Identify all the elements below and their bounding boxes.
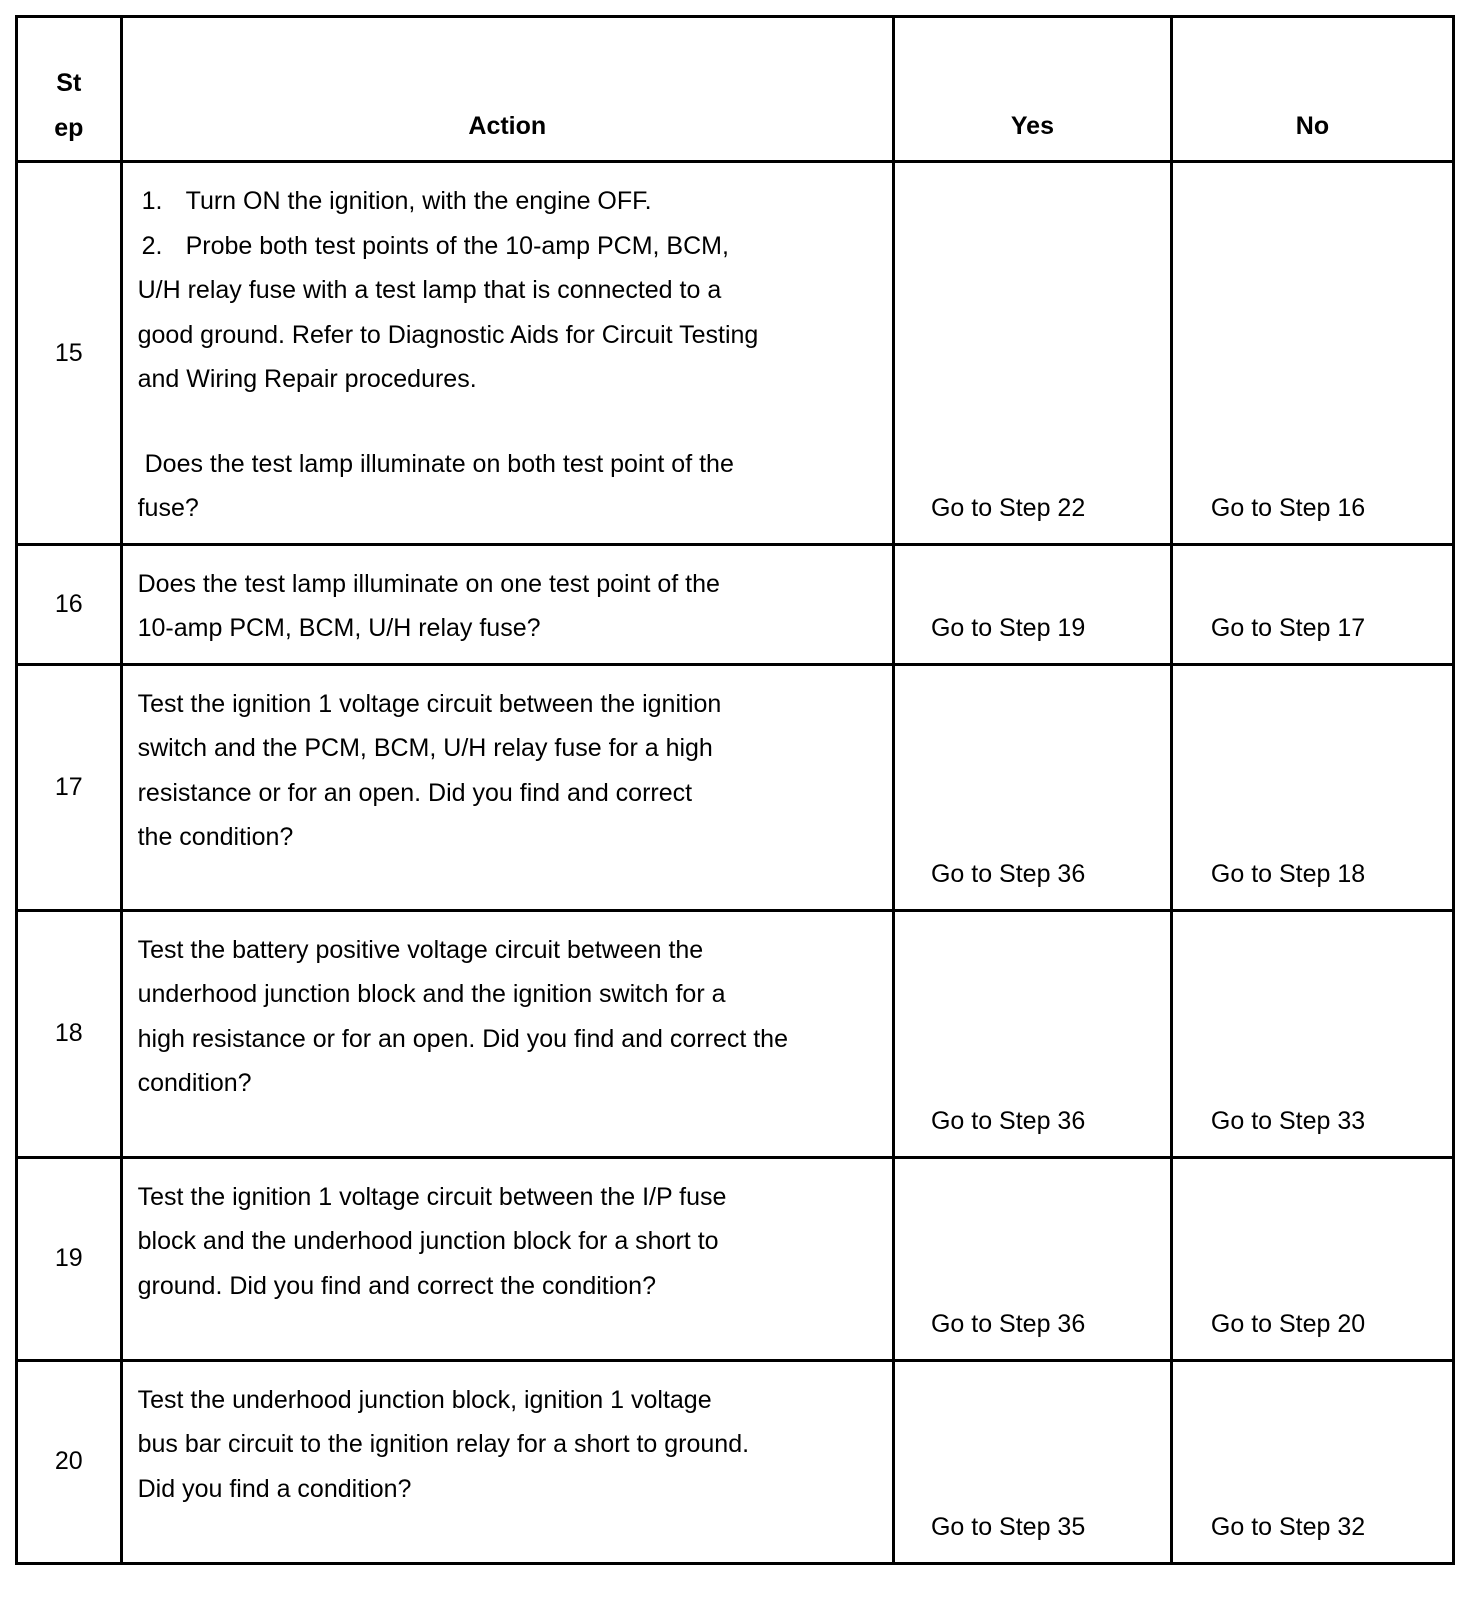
table-row	[17, 1360, 1454, 1563]
table-row	[17, 664, 1454, 910]
yes-cell: Go to Step 19	[893, 544, 1171, 664]
step-number: 16	[17, 544, 122, 664]
yes-cell: Go to Step 36	[893, 910, 1171, 1157]
action-line: condition?	[137, 1069, 252, 1097]
step-header: St ep	[17, 17, 122, 162]
yes-cell: Go to Step 36	[893, 1157, 1171, 1360]
yes-cell: Go to Step 35	[893, 1360, 1171, 1563]
action-line: the condition?	[137, 823, 294, 851]
question-line: fuse?	[137, 494, 199, 522]
no-header: No	[1171, 17, 1453, 162]
no-cell: Go to Step 16	[1171, 162, 1453, 545]
no-cell: Go to Step 32	[1171, 1360, 1453, 1563]
spacer	[138, 402, 862, 442]
action-line: good ground. Refer to Diagnostic Aids for Circuit Testing	[137, 320, 759, 349]
action-header: Action	[121, 17, 893, 162]
no-cell: Go to Step 33	[1171, 910, 1453, 1157]
action-line: Test the ignition 1 voltage circuit between the I/P fuse	[137, 1182, 727, 1211]
action-cell	[121, 1157, 893, 1360]
action-line: 10-amp PCM, BCM, U/H relay fuse?	[137, 614, 541, 642]
list-item: 2. Probe both test points of the 10-amp PCM, BCM,	[141, 231, 729, 260]
step-number: 15	[17, 162, 122, 545]
action-line: Does the test lamp illuminate on one test point of the	[137, 569, 720, 598]
action-line: ground. Did you find and correct the condition?	[137, 1271, 656, 1300]
step-number: 18	[17, 910, 122, 1157]
action-line: Did you find a condition?	[137, 1474, 412, 1503]
action-line: Test the ignition 1 voltage circuit between the ignition	[137, 689, 722, 718]
no-cell: Go to Step 17	[1171, 544, 1453, 664]
action-line: switch and the PCM, BCM, U/H relay fuse for a high	[137, 734, 713, 762]
action-cell	[121, 162, 893, 545]
yes-header: Yes	[893, 17, 1171, 162]
action-line: underhood junction block and the ignition switch for a	[137, 980, 726, 1008]
step-number: 17	[17, 664, 122, 910]
table-row	[17, 910, 1454, 1157]
action-line: high resistance or for an open. Did you find and correct the	[137, 1024, 788, 1053]
table-row	[17, 1157, 1454, 1360]
action-line: Test the battery positive voltage circuit between the	[137, 935, 704, 964]
action-line: block and the underhood junction block for a short to	[137, 1227, 719, 1255]
no-cell: Go to Step 20	[1171, 1157, 1453, 1360]
action-cell	[121, 910, 893, 1157]
action-line: resistance or for an open. Did you find and correct	[137, 778, 693, 807]
action-cell	[121, 1360, 893, 1563]
yes-cell: Go to Step 36	[893, 664, 1171, 910]
action-cell	[121, 664, 893, 910]
yes-cell: Go to Step 22	[893, 162, 1171, 545]
list-item: 1. Turn ON the ignition, with the engine OFF.	[141, 187, 652, 215]
table-row	[17, 162, 1454, 545]
action-line: Test the underhood junction block, ignition 1 voltage	[137, 1385, 712, 1414]
question-line: Does the test lamp illuminate on both test point of the	[144, 449, 734, 478]
table-row	[17, 544, 1454, 664]
step-number: 19	[17, 1157, 122, 1360]
step-number: 20	[17, 1360, 122, 1563]
header-row	[17, 17, 1454, 162]
no-cell: Go to Step 18	[1171, 664, 1453, 910]
diagnostic-table	[15, 15, 1455, 1565]
action-line: U/H relay fuse with a test lamp that is connected to a	[137, 276, 722, 304]
action-line: bus bar circuit to the ignition relay for a short to ground.	[137, 1430, 750, 1458]
action-cell	[121, 544, 893, 664]
action-line: and Wiring Repair procedures.	[137, 365, 477, 393]
